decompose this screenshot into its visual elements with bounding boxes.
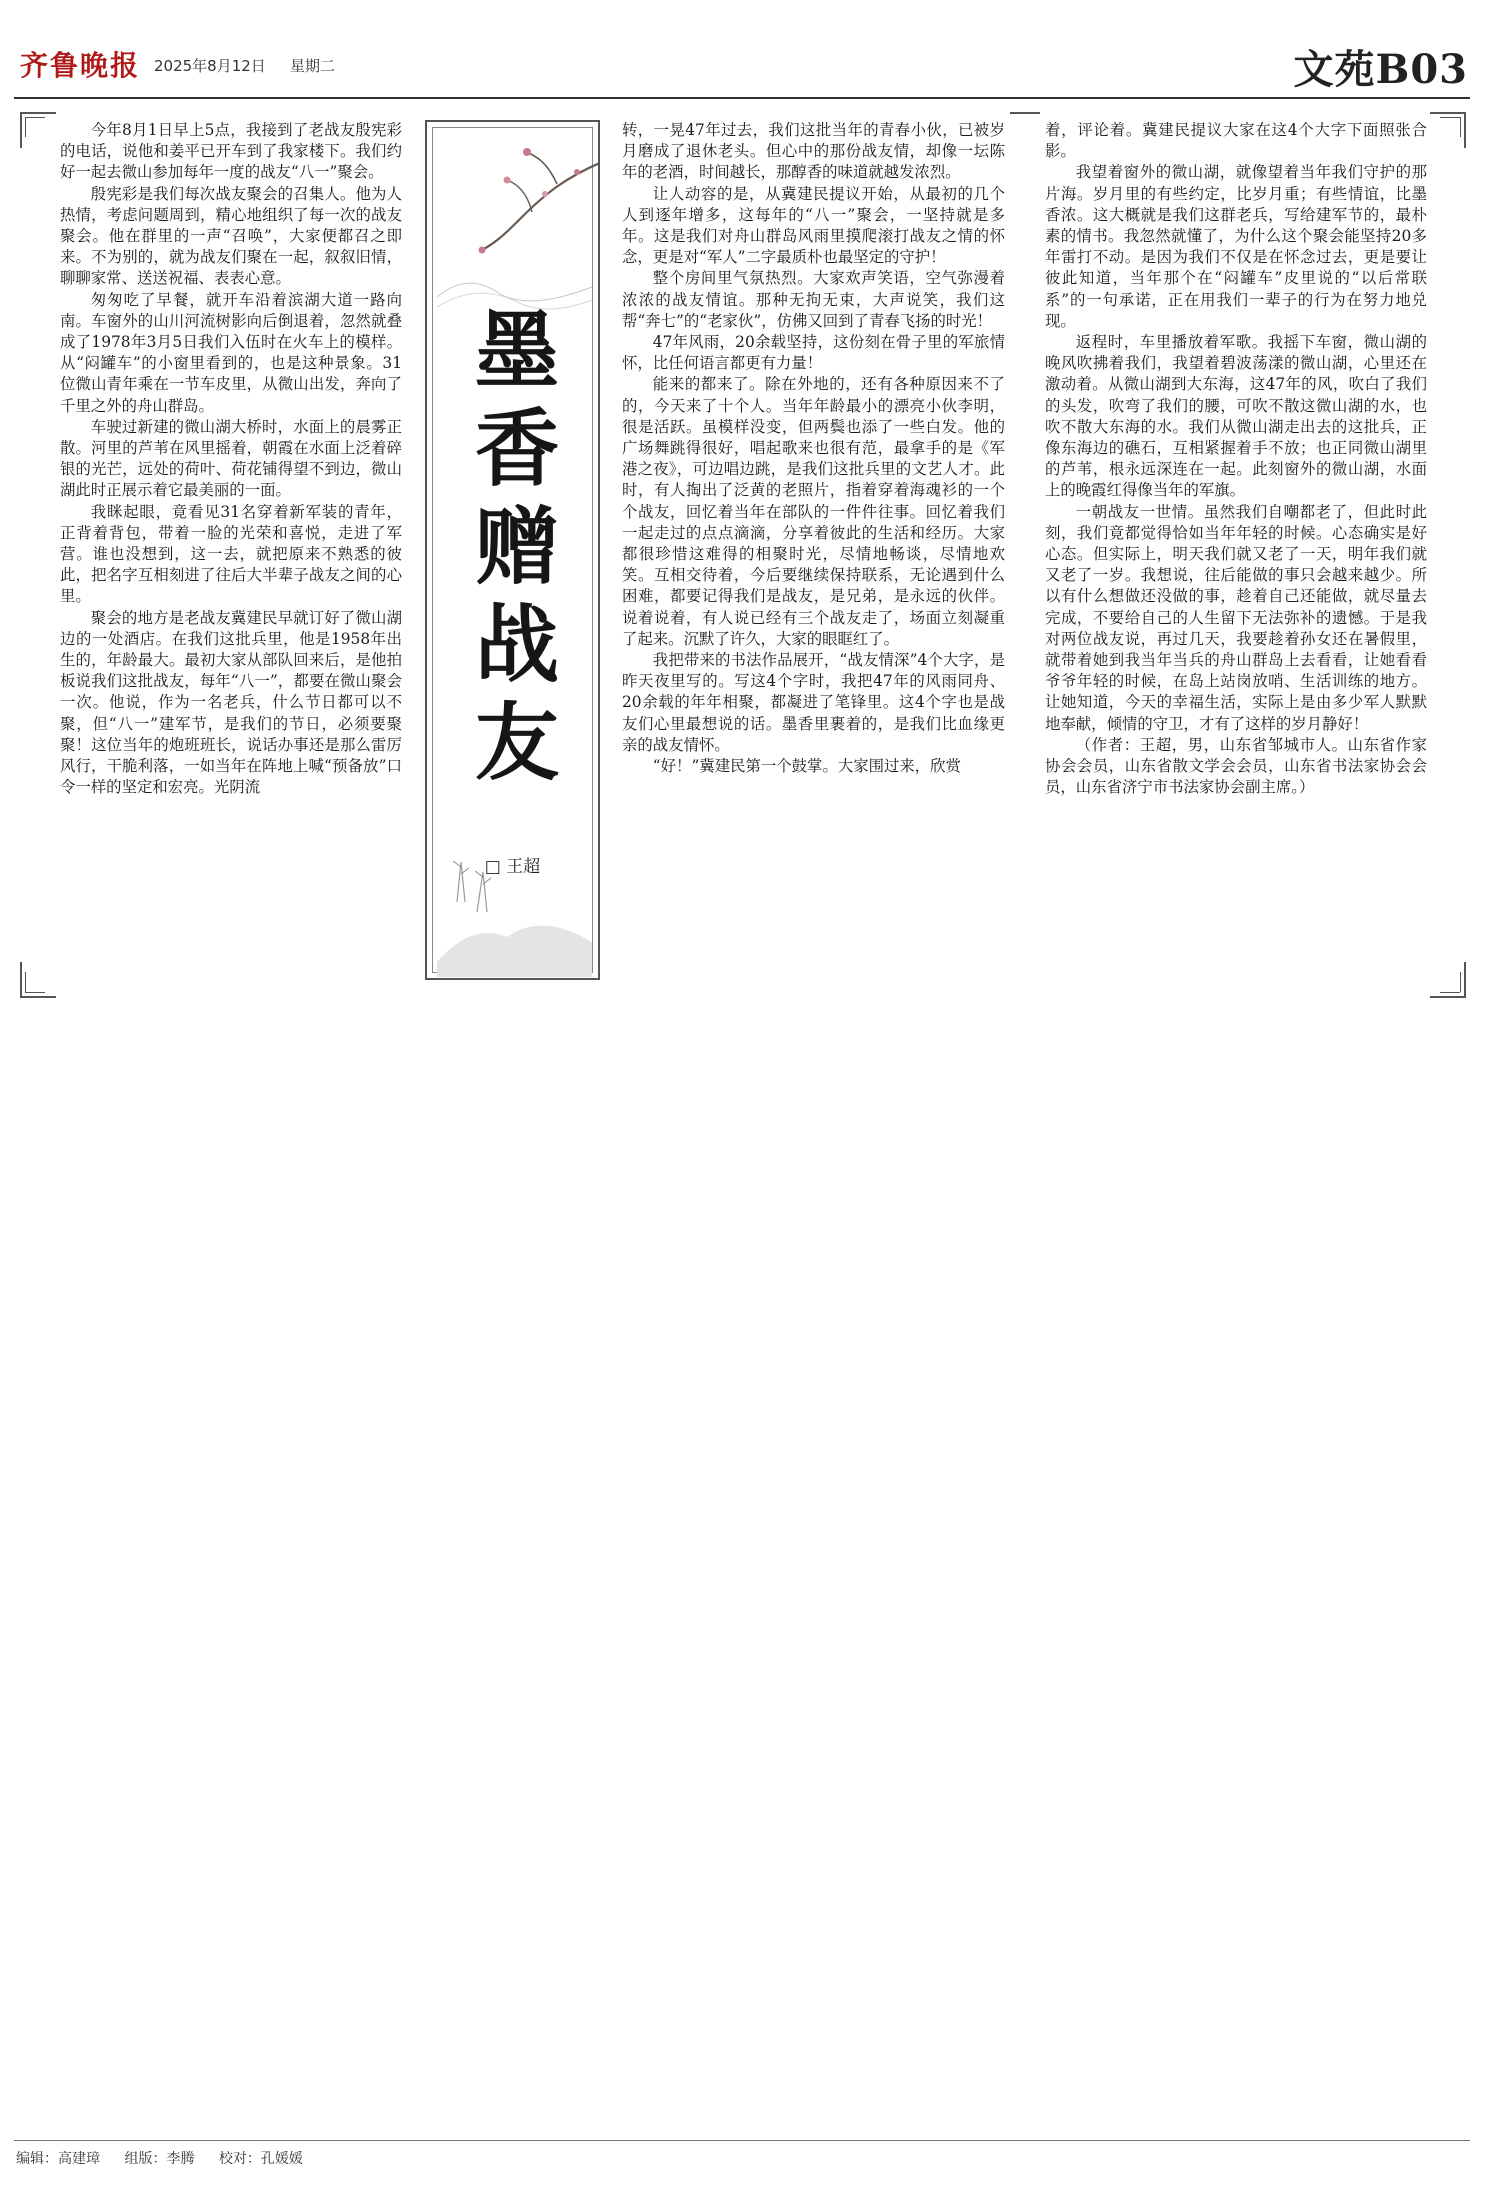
paragraph: 匆匆吃了早餐，就开车沿着滨湖大道一路向南。车窗外的山川河流树影向后倒退着，忽然就叠成了1978年3月5日我们入伍时在火车上的模样。从“闷罐车”的小窗里看到的，也是这种景象。31位微山青年乘在一节车皮里，从微山出发，奔向了千里之外的舟山群岛。: [60, 290, 402, 415]
paragraph: 返程时，车里播放着军歌。我摇下车窗，微山湖的晚风吹拂着我们，我望着碧波荡漾的微山湖，心里还在激动着。从微山湖到大东海，这47年的风，吹白了我们的头发，吹弯了我们的腰，可吹不散这微山湖的水，也吹不散大东海的水。我们从微山湖走出去的这批兵，正像东海边的礁石，互相紧握着手不放；也正同微山湖里的芦苇，根永远深连在一起。此刻窗外的微山湖，水面上的晚霞红得像当年的军旗。: [1045, 333, 1427, 500]
article-column-2: [622, 120, 1005, 777]
paragraph: 我望着窗外的微山湖，就像望着当年我们守护的那片海。岁月里的有些约定，比岁月重；有些情谊，比墨香浓。这大概就是我们这群老兵，写给建军节的，最朴素的情书。我忽然就懂了，为什么这个聚会能坚持20多年雷打不动。是因为我们不仅是在怀念过去，更是要让彼此知道，当年那个在“闷罐车”皮里说的“以后常联系”的一句承诺，正在用我们一辈子的行为在努力地兑现。: [1045, 163, 1427, 330]
paragraph: 聚会的地方是老战友冀建民早就订好了微山湖边的一处酒店。在我们这批兵里，他是1958年出生的，年龄最大。最初大家从部队回来后，是他拍板说我们这批战友，每年“八一”，都要在微山聚会一次。他说，作为一名老兵，什么节日都可以不聚，但“八一”建军节，是我们的节日，必须要聚聚！这位当年的炮班班长，说话办事还是那么雷厉风行，干脆利落，一如当年在阵地上喊“预备放”口令一样的坚定和宏亮。光阴流: [60, 608, 402, 797]
author-bio: （作者：王超，男，山东省邹城市人。山东省作家协会会员，山东省散文学会会员，山东省书法家协会会员，山东省济宁市书法家协会副主席。）: [1045, 735, 1427, 797]
paragraph: 今年8月1日早上5点，我接到了老战友殷宪彩的电话，说他和姜平已开车到了我家楼下。我们约好一起去微山参加每年一度的战友“八一”聚会。: [60, 121, 402, 182]
paragraph: 能来的都来了。除在外地的，还有各种原因来不了的，今天来了十个人。当年年龄最小的漂亮小伙李明，很是活跃。虽模样没变，但两鬓也添了一些白发。他的广场舞跳得很好，唱起歌来也很有范，最拿手的是《军港之夜》，可边唱边跳，是我们这批兵里的文艺人才。此时，有人掏出了泛黄的老照片，指着穿着海魂衫的一个个战友，回忆着当年在部队的一件件往事。回忆着我们一起走过的点点滴滴，分享着彼此的生活和经历。大家都很珍惜这难得的相聚时光，尽情地畅谈，尽情地欢笑。互相交待着，今后要继续保持联系，无论遇到什么困难，都要记得我们是战友，是兄弟，是永远的伙伴。说着说着，有人说已经有三个战友走了，场面立刻凝重了起来。沉默了许久，大家的眼眶红了。: [622, 375, 1005, 648]
article-title-panel: [425, 120, 600, 980]
headline-char: 香: [474, 399, 559, 498]
layout-credit: 组版：李腾: [124, 2151, 195, 2167]
paragraph: 一朝战友一世情。虽然我们自嘲都老了，但此时此刻，我们竟都觉得恰如当年年轻的时候。心态确实是好心态。但实际上，明天我们就又老了一天，明年我们就又老了一岁。我想说，往后能做的事只会越来越少。所以有什么想做还没做的事，趁着自己还能做，就尽量去完成，不要给自己的人生留下无法弥补的遗憾。于是我对两位战友说，再过几天，我要趁着孙女还在暑假里，就带着她到我当年当兵的舟山群岛上去看看，让她看看爷爷年轻的时候，在岛上站岗放哨、生活训练的地方。让她知道，今天的幸福生活，实际上是由多少军人默默地奉献，倾情的守卫，才有了这样的岁月静好！: [1045, 502, 1427, 733]
article-column-1: [60, 120, 402, 799]
newspaper-logo: 齐鲁晚报: [20, 49, 141, 82]
header-divider: [14, 97, 1470, 99]
headline-char: 友: [474, 693, 559, 792]
section-page-label: 文苑B03: [1293, 46, 1468, 93]
paragraph: 我把带来的书法作品展开，“战友情深”4个大字，是昨天夜里写的。写这4个字时，我把47年的风雨同舟、20余载的年年相聚，都凝进了笔锋里。这4个字也是战友们心里最想说的话。墨香里裹着的，是我们比血缘更亲的战友情怀。: [622, 651, 1005, 754]
paragraph: 让人动容的是，从冀建民提议开始，从最初的几个人到逐年增多，这每年的“八一”聚会，一坚持就是多年。这是我们对舟山群岛风雨里摸爬滚打战友之情的怀念，更是对“军人”二字最质朴也最坚定的守护！: [622, 184, 1005, 267]
corner-ornament-mid-left: [1010, 112, 1046, 148]
corner-ornament-top-left: [20, 112, 56, 148]
paragraph: 我眯起眼，竟看见31名穿着新军装的青年，正背着背包，带着一脸的光荣和喜悦，走进了军营。谁也没想到，这一去，就把原来不熟悉的彼此，把名字互相刻进了往后大半辈子战友之间的心里。: [60, 502, 402, 606]
paragraph: 整个房间里气氛热烈。大家欢声笑语，空气弥漫着浓浓的战友情谊。那种无拘无束，大声说笑，我们这帮“奔七”的“老家伙”，仿佛又回到了青春飞扬的时光！: [622, 269, 1005, 330]
page-header: [14, 38, 1470, 98]
corner-ornament-bottom-left: [20, 962, 56, 998]
article-headline: [467, 302, 567, 792]
article-column-3: [1045, 120, 1427, 799]
headline-char: 墨: [474, 301, 559, 400]
proofreader-credit: 校对：孔媛媛: [218, 2151, 303, 2167]
footer-divider: [14, 2140, 1470, 2141]
issue-date: 2025年8月12日: [154, 57, 266, 75]
issue-weekday: 星期二: [290, 57, 336, 75]
corner-ornament-bottom-right: [1430, 962, 1466, 998]
paragraph: 车驶过新建的微山湖大桥时，水面上的晨雾正散。河里的芦苇在风里摇着，朝霞在水面上泛着碎银的光芒，远处的荷叶、荷花铺得望不到边，微山湖此时正展示着它最美丽的一面。: [60, 417, 402, 500]
headline-char: 战: [474, 595, 559, 694]
paragraph: 殷宪彩是我们每次战友聚会的召集人。他为人热情，考虑问题周到，精心地组织了每一次的战友聚会。他在群里的一声“召唤”，大家便都召之即来。不为别的，就为战友们聚在一起，叙叙旧情，聊聊家常、送送祝福、表表心意。: [60, 184, 402, 288]
headline-char: 赠: [474, 497, 559, 596]
paragraph: 47年风雨，20余载坚持，这份刻在骨子里的军旅情怀，比任何语言都更有力量！: [622, 333, 1005, 373]
author-byline: □ 王超: [484, 857, 541, 877]
paragraph: 着，评论着。冀建民提议大家在这4个大字下面照张合影。: [1045, 121, 1427, 161]
paragraph: 转，一晃47年过去，我们这批当年的青春小伙，已被岁月磨成了退休老头。但心中的那份战友情，却像一坛陈年的老酒，时间越长，那醇香的味道就越发浓烈。: [622, 121, 1005, 182]
page-footer: [16, 2148, 323, 2168]
corner-ornament-top-right: [1430, 112, 1466, 148]
paragraph: “好！”冀建民第一个鼓掌。大家围过来，欣赏: [652, 757, 961, 776]
editor-credit: 编辑：高建璋: [16, 2151, 100, 2167]
